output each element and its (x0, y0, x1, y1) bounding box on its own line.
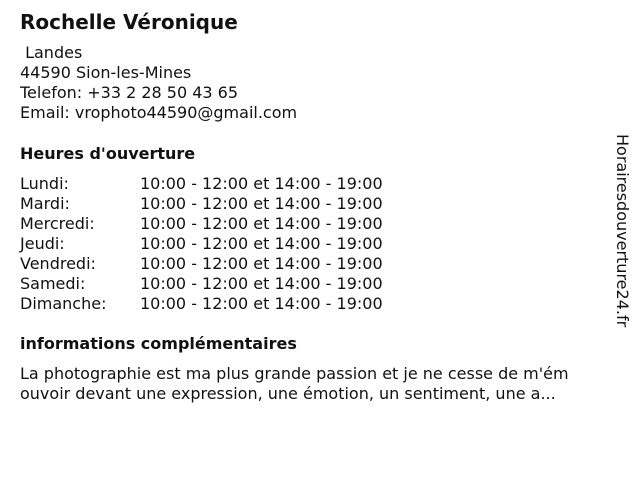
phone-number: Telefon: +33 2 28 50 43 65 (20, 83, 239, 102)
info-line: ouvoir devant une expression, une émotion, un sentiment, une a... (20, 384, 556, 403)
site-watermark: Horairesdouverture24.fr (613, 134, 632, 328)
business-name: Rochelle Véronique (20, 10, 238, 34)
additional-info-heading: informations complémentaires (20, 334, 297, 353)
day-hours: 10:00 - 12:00 et 14:00 - 19:00 (140, 294, 383, 313)
day-hours: 10:00 - 12:00 et 14:00 - 19:00 (140, 234, 383, 253)
day-label: Mardi: (20, 194, 70, 213)
day-label: Dimanche: (20, 294, 107, 313)
day-label: Vendredi: (20, 254, 96, 273)
opening-hours-heading: Heures d'ouverture (20, 144, 196, 163)
day-hours: 10:00 - 12:00 et 14:00 - 19:00 (140, 214, 383, 233)
day-label: Samedi: (20, 274, 86, 293)
day-hours: 10:00 - 12:00 et 14:00 - 19:00 (140, 274, 383, 293)
additional-info-text (20, 364, 620, 404)
address-street: Landes (20, 43, 83, 62)
day-hours: 10:00 - 12:00 et 14:00 - 19:00 (140, 254, 383, 273)
email-address: Email: vrophoto44590@gmail.com (20, 103, 298, 122)
info-line: La photographie est ma plus grande passion et je ne cesse de m'ém (20, 364, 569, 383)
day-label: Mercredi: (20, 214, 95, 233)
day-hours: 10:00 - 12:00 et 14:00 - 19:00 (140, 174, 383, 193)
day-hours: 10:00 - 12:00 et 14:00 - 19:00 (140, 194, 383, 213)
address-city: 44590 Sion-les-Mines (20, 63, 192, 82)
day-label: Lundi: (20, 174, 69, 193)
address-block (20, 43, 297, 123)
day-label: Jeudi: (20, 234, 65, 253)
